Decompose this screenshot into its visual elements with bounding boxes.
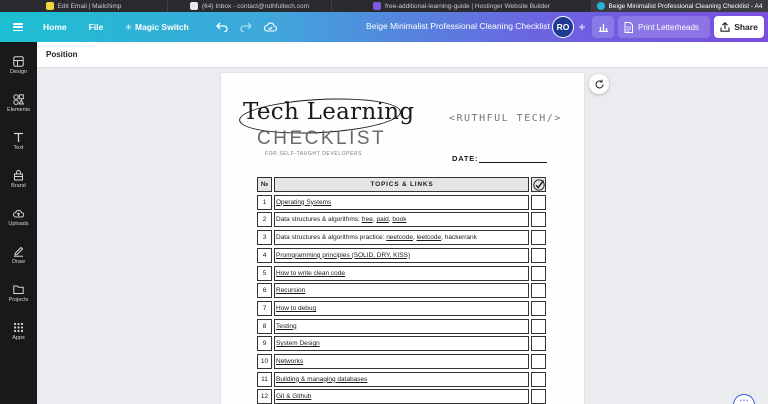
- row-number: 3: [257, 230, 272, 245]
- sidebar-item-elements[interactable]: [0, 86, 37, 120]
- canva-icon: [597, 2, 605, 10]
- date-label[interactable]: DATE:: [452, 154, 479, 163]
- projects-icon: [13, 284, 24, 295]
- sidebar-item-brand[interactable]: [0, 162, 37, 196]
- undo-button[interactable]: [210, 16, 234, 38]
- table-row: [257, 354, 548, 369]
- topic-cell[interactable]: [274, 195, 529, 210]
- avatar[interactable]: RO: [552, 16, 574, 38]
- topic-cell[interactable]: [274, 354, 529, 369]
- document-heading[interactable]: Tech Learning: [243, 99, 415, 125]
- mail-icon: [190, 2, 198, 10]
- table-row: [257, 195, 548, 210]
- redo-button[interactable]: [234, 16, 258, 38]
- table-row: [257, 301, 548, 316]
- browser-tab-title: Edit Email | Mailchimp: [57, 2, 122, 10]
- sidebar-item-label: Draw: [12, 258, 25, 265]
- topic-cell[interactable]: Data structures & algorithms: free , paid , book: [274, 212, 529, 227]
- row-number: 10: [257, 354, 272, 369]
- checkbox-cell[interactable]: [531, 372, 546, 387]
- topic-link[interactable]: Testing: [276, 322, 297, 330]
- cloud-save-button[interactable]: [258, 16, 282, 38]
- hostinger-icon: [373, 2, 381, 10]
- topic-link[interactable]: Recursion: [276, 287, 306, 295]
- document-tagline[interactable]: FOR SELF-TAUGHT DEVELOPERS: [265, 151, 363, 157]
- cloud-check-icon: [263, 22, 277, 32]
- table-row: [257, 319, 548, 334]
- contextual-toolbar: [37, 42, 768, 68]
- checkbox-cell[interactable]: [531, 266, 546, 281]
- table-row: [257, 389, 548, 404]
- topic-cell[interactable]: [274, 283, 529, 298]
- brand-icon: [13, 170, 24, 181]
- row-number: 7: [257, 301, 272, 316]
- checkbox-cell[interactable]: [531, 301, 546, 316]
- uploads-icon: [13, 208, 24, 219]
- sidebar-item-apps[interactable]: [0, 314, 37, 348]
- elements-icon: [13, 94, 24, 105]
- browser-tab-strip: [0, 0, 768, 12]
- row-number: 4: [257, 248, 272, 263]
- sidebar-item-uploads[interactable]: [0, 200, 37, 234]
- plus-icon: +: [578, 20, 586, 34]
- browser-tab-inbox[interactable]: [168, 0, 332, 12]
- refresh-icon: [594, 79, 605, 90]
- resource-link[interactable]: book: [392, 216, 407, 224]
- browser-tab-title: Beige Minimalist Professional Cleaning Checklist - A4: [608, 2, 763, 10]
- sidebar-item-label: Design: [9, 68, 28, 75]
- resource-link[interactable]: leetcode: [416, 234, 442, 242]
- topic-link[interactable]: Networks: [276, 358, 304, 365]
- row-number: 1: [257, 195, 272, 210]
- apps-icon: [13, 322, 24, 333]
- file-menu-button[interactable]: File: [88, 22, 104, 32]
- insights-button[interactable]: [592, 16, 614, 38]
- resource-link[interactable]: free: [361, 216, 373, 224]
- topic-link[interactable]: Operating Systems: [276, 198, 332, 206]
- row-number: 6: [257, 283, 272, 298]
- topic-link[interactable]: System Design: [276, 340, 320, 348]
- position-button[interactable]: Position: [46, 50, 78, 59]
- sparkle-icon: ✳: [125, 22, 132, 32]
- resource-text: , hackerrank: [441, 234, 477, 242]
- resource-link[interactable]: paid: [376, 216, 389, 224]
- checkbox-cell[interactable]: [531, 248, 546, 263]
- help-icon: • • •: [739, 398, 749, 404]
- topic-cell[interactable]: [274, 389, 529, 404]
- print-letterheads-button[interactable]: [618, 16, 710, 38]
- topic-cell[interactable]: [274, 301, 529, 316]
- topic-cell[interactable]: [274, 248, 529, 263]
- row-number: 9: [257, 336, 272, 351]
- topic-link[interactable]: How to debug: [276, 304, 317, 312]
- resource-link[interactable]: neetcode: [386, 234, 413, 242]
- sidebar-item-label: Projects: [8, 296, 29, 303]
- table-row: [257, 336, 548, 351]
- main-menu-button[interactable]: [0, 12, 36, 42]
- topic-cell[interactable]: [274, 336, 529, 351]
- document-icon: [624, 22, 633, 33]
- editor-header: [0, 12, 768, 42]
- sidebar-item-projects[interactable]: [0, 276, 37, 310]
- share-button[interactable]: [714, 16, 764, 38]
- browser-tab-title: free-additional-learning-guide | Hostinger Website Builder: [385, 2, 550, 10]
- checkbox-cell[interactable]: [531, 336, 546, 351]
- row-number: 5: [257, 266, 272, 281]
- browser-tab-title: (64) Inbox - contact@ruthfultech.com: [201, 2, 310, 10]
- sidebar-item-design[interactable]: [0, 48, 37, 82]
- table-row: [257, 248, 548, 263]
- design-page[interactable]: [221, 73, 584, 404]
- sidebar-item-label: Elements: [7, 106, 30, 113]
- undo-icon: [216, 22, 228, 32]
- checkbox-cell[interactable]: [531, 195, 546, 210]
- topics-column-header: TOPICS & LINKS: [274, 177, 529, 192]
- topic-link[interactable]: Git & Github: [276, 393, 312, 401]
- table-row: [257, 266, 548, 281]
- home-button[interactable]: Home: [43, 22, 67, 32]
- sidebar-item-draw[interactable]: [0, 238, 37, 272]
- topic-link[interactable]: How to write clean code: [276, 269, 346, 277]
- print-letterheads-label: Print Letterheads: [638, 22, 699, 32]
- share-label: Share: [734, 22, 758, 32]
- checkbox-cell[interactable]: [531, 212, 546, 227]
- row-number: 8: [257, 319, 272, 334]
- date-line: [479, 162, 547, 163]
- topic-cell[interactable]: [274, 266, 529, 281]
- table-row: [257, 283, 548, 298]
- topic-cell[interactable]: [274, 372, 529, 387]
- magic-switch-label: Magic Switch: [134, 22, 189, 32]
- add-collaborator-button[interactable]: [574, 19, 590, 35]
- hamburger-icon: [13, 23, 23, 31]
- sidebar-item-label: Text: [13, 144, 24, 151]
- table-row: [257, 372, 548, 387]
- table-row: [257, 212, 548, 227]
- table-row: [257, 230, 548, 245]
- sidebar-item-label: Apps: [12, 334, 25, 341]
- brand-logo-text[interactable]: <RUTHFUL TECH/>: [449, 113, 562, 124]
- magic-switch-button[interactable]: [118, 16, 196, 38]
- document-subheading[interactable]: CHECKLIST: [257, 128, 387, 149]
- left-sidebar: [0, 42, 37, 404]
- mailchimp-icon: [46, 2, 54, 10]
- share-icon: [720, 22, 730, 32]
- sidebar-item-text[interactable]: [0, 124, 37, 158]
- draw-icon: [13, 246, 24, 257]
- row-number: 12: [257, 389, 272, 404]
- checkbox-cell[interactable]: [531, 319, 546, 334]
- checkbox-cell[interactable]: [531, 230, 546, 245]
- sidebar-item-label: Uploads: [8, 220, 29, 227]
- check-column-header: [531, 177, 546, 192]
- browser-tab-canva[interactable]: [592, 0, 768, 12]
- browser-tab-mailchimp[interactable]: [0, 0, 168, 12]
- checkbox-cell[interactable]: [531, 389, 546, 404]
- design-icon: [13, 56, 24, 67]
- topic-link[interactable]: Promgramming principles (SOLID, DRY, KISS): [276, 251, 411, 259]
- table-header-row: [257, 177, 548, 192]
- text-icon: [13, 132, 24, 143]
- topic-link: Data structures & algorithms practice:: [276, 234, 387, 242]
- checkbox-cell[interactable]: [531, 283, 546, 298]
- browser-tab-hostinger[interactable]: [332, 0, 592, 12]
- checkmark-circle-icon: [533, 179, 545, 191]
- topic-cell[interactable]: [274, 319, 529, 334]
- bar-chart-icon: [598, 22, 609, 32]
- sidebar-item-label: Brand: [11, 182, 26, 189]
- redo-icon: [240, 22, 252, 32]
- row-number: 11: [257, 372, 272, 387]
- topic-link[interactable]: Building & managing databases: [276, 375, 368, 383]
- number-column-header: №: [257, 177, 272, 192]
- row-number: 2: [257, 212, 272, 227]
- topic-cell[interactable]: Data structures & algorithms practice: neetcode , leetcode , hackerrank: [274, 230, 529, 245]
- topic-link: Data structures & algorithms:: [276, 216, 362, 224]
- checkbox-cell[interactable]: [531, 354, 546, 369]
- regenerate-button[interactable]: [589, 74, 609, 94]
- document-title[interactable]: Beige Minimalist Professional Cleaning Checklist: [366, 21, 550, 31]
